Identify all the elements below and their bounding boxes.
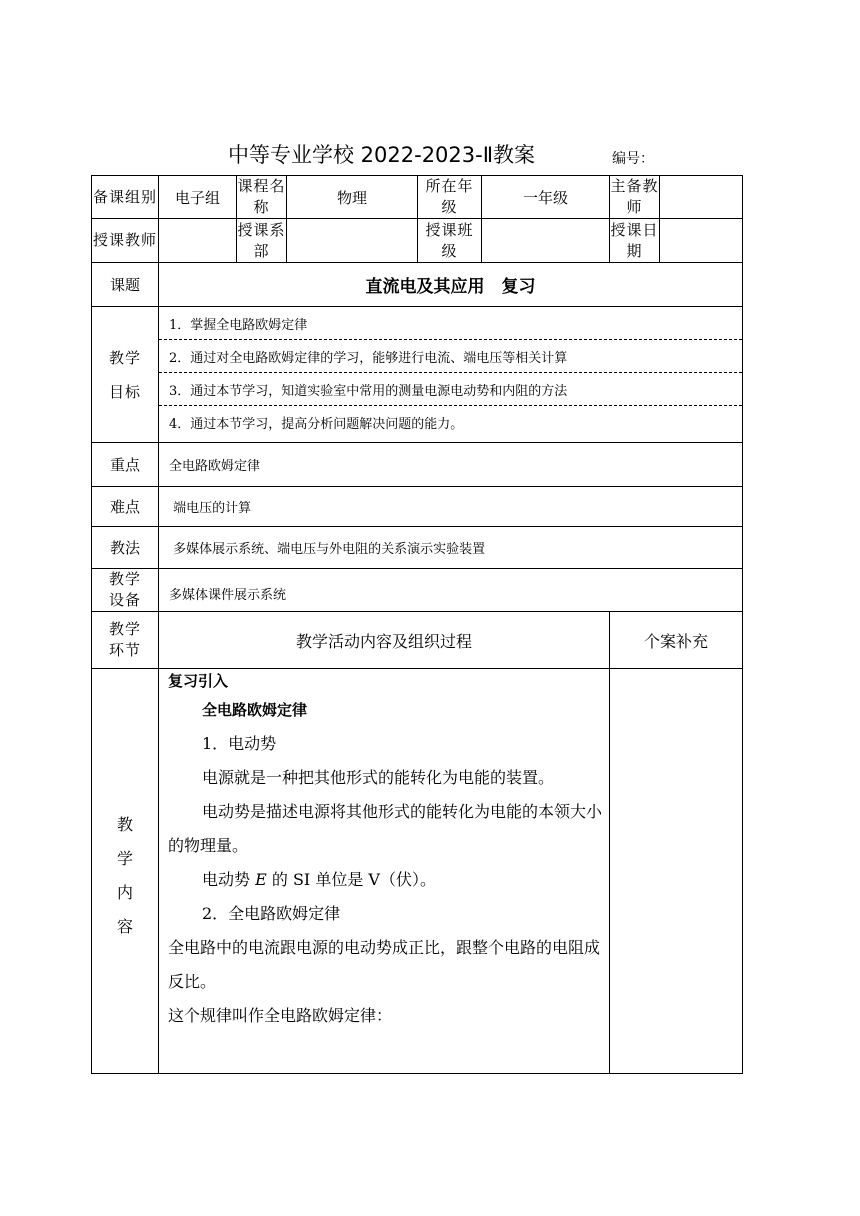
objective-item: 3．通过本节学习，知道实验室中常用的测量电源电动势和内阻的方法 [159, 373, 742, 406]
content-paragraph: 电动势是描述电源将其他形式的能转化为电能的本领大小的物理量。 [168, 802, 603, 855]
lesson-plan-table [91, 175, 742, 1074]
process-label-text: 教学环节 [108, 620, 141, 659]
key-point-label: 重点 [92, 443, 159, 487]
class-label: 授课班级 [418, 219, 482, 263]
topic-row [92, 263, 743, 307]
key-point-row [92, 443, 743, 487]
emf-symbol: E [255, 870, 267, 889]
chief-teacher-label: 主备教师 [610, 176, 660, 219]
supplement-header: 个案补充 [610, 612, 743, 669]
content-label-char: 学 [116, 849, 133, 868]
process-header-row [92, 612, 743, 669]
content-item-1: 1．电动势 [202, 734, 277, 753]
document-title: 中等专业学校 2022-2023-Ⅱ教案 [228, 143, 536, 167]
method-label: 教法 [92, 527, 159, 569]
date-label: 授课日期 [610, 219, 660, 263]
class-value[interactable] [482, 219, 610, 263]
process-label [92, 612, 159, 669]
difficulty-label: 难点 [92, 487, 159, 527]
content-paragraph: 全电路中的电流跟电源的电动势成正比，跟整个电路的电阻成反比。 [168, 938, 601, 991]
equipment-value: 多媒体课件展示系统 [159, 569, 743, 612]
content-label-char: 教 [116, 815, 133, 834]
group-label: 备课组别 [92, 176, 159, 219]
content-paragraph: 这个规律叫作全电路欧姆定律： [168, 1006, 393, 1025]
date-value[interactable] [660, 219, 743, 263]
teacher-value[interactable] [159, 219, 237, 263]
topic-value: 直流电及其应用 复习 [159, 263, 743, 307]
teacher-label: 授课教师 [92, 219, 159, 263]
activity-header: 教学活动内容及组织过程 [159, 612, 610, 669]
info-row-2 [92, 219, 743, 263]
dept-value[interactable] [287, 219, 418, 263]
section-heading: 复习引入 [168, 672, 229, 690]
para3-start: 电动势 [202, 870, 256, 889]
para3-end: 的 SI 单位是 V（伏）。 [266, 870, 436, 889]
serial-number-label: 编号： [612, 151, 654, 167]
objectives-list [159, 307, 743, 443]
dept-label: 授课系部 [237, 219, 287, 263]
content-label-char: 容 [116, 917, 133, 936]
content-label-char: 内 [116, 883, 133, 902]
objective-item: 2．通过对全电路欧姆定律的学习，能够进行电流、端电压等相关计算 [159, 340, 742, 373]
difficulty-value: 端电压的计算 [159, 487, 743, 527]
lesson-content [159, 669, 610, 1074]
objective-item: 4．通过本节学习，提高分析问题解决问题的能力。 [169, 417, 464, 432]
key-point-value: 全电路欧姆定律 [159, 443, 743, 487]
equipment-label-text: 教学设备 [108, 570, 141, 609]
course-value: 物理 [287, 176, 418, 219]
subsection-heading: 全电路欧姆定律 [202, 701, 308, 719]
method-row [92, 527, 743, 569]
objectives-label-text: 教学目标 [108, 348, 141, 401]
equipment-row [92, 569, 743, 612]
objectives-label [92, 307, 159, 443]
location-label: 所在年级 [418, 176, 482, 219]
location-value: 一年级 [482, 176, 610, 219]
objective-item: 1．掌握全电路欧姆定律 [159, 307, 742, 340]
content-label [92, 669, 159, 1074]
supplement-cell[interactable] [610, 669, 743, 1074]
difficulty-row [92, 487, 743, 527]
chief-teacher-value[interactable] [660, 176, 743, 219]
content-paragraph: 电源就是一种把其他形式的能转化为电能的装置。 [202, 768, 555, 787]
content-paragraph [168, 863, 603, 897]
group-value: 电子组 [159, 176, 237, 219]
equipment-label [92, 569, 159, 612]
content-row [92, 669, 743, 1074]
topic-label: 课题 [92, 263, 159, 307]
info-row-1 [92, 176, 743, 219]
content-item-2: 2．全电路欧姆定律 [202, 904, 341, 923]
method-value: 多媒体展示系统、端电压与外电阻的关系演示实验装置 [159, 527, 743, 569]
course-label: 课程名称 [237, 176, 287, 219]
objectives-row [92, 307, 743, 443]
